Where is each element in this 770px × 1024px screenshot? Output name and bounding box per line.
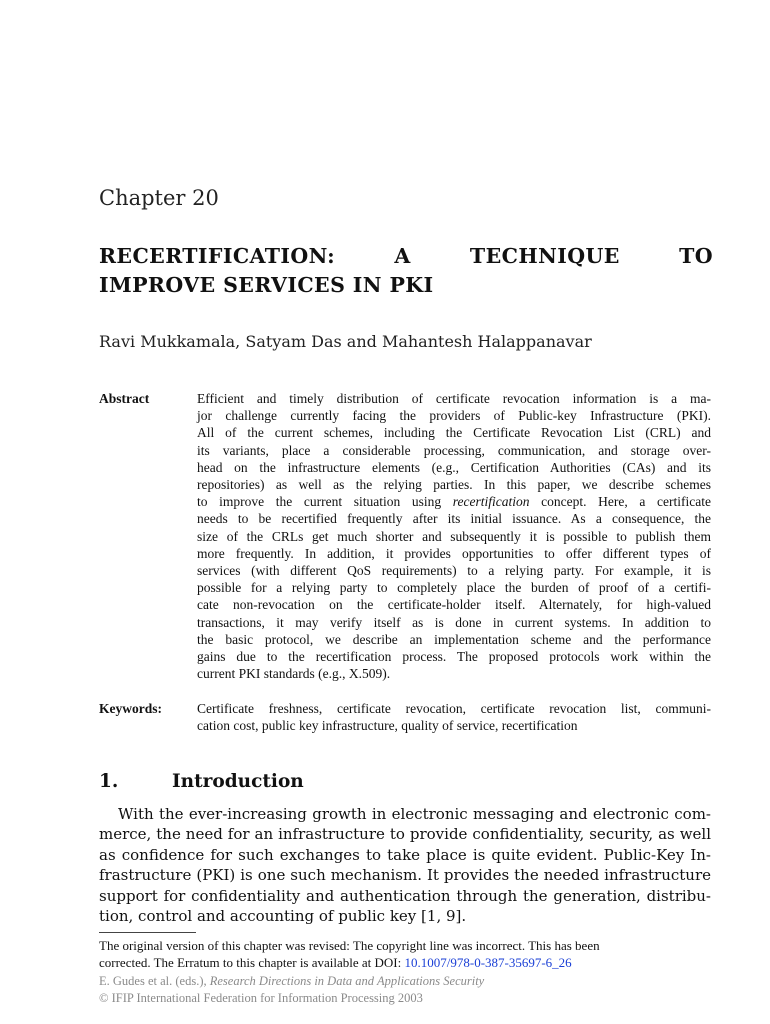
abstract-line: services (with different QoS requirements) to a relying party. For example, it is [197,563,711,579]
abstract-line: All of the current schemes, including the Certificate Revocation List (CRL) and [197,425,711,441]
abstract-line: size of the CRLs get much shorter and subsequently it is possible to publish them [197,528,711,544]
keywords-label: Keywords: [99,701,162,716]
abstract-text-fragment: concept. Here, a certificate [529,494,711,510]
footnote [99,938,699,971]
keywords-line: cation cost, public key infrastructure, quality of service, recertification [197,718,578,734]
source-editors: E. Gudes et al. (eds.), [99,974,210,988]
abstract-text-fragment: to improve the current situation using [197,494,453,510]
footnote-rule [99,932,196,933]
abstract-line: the basic protocol, we describe an implementation scheme and the performance [197,631,711,647]
section-number: 1. [99,771,119,792]
footnote-line: The original version of this chapter was revised: The copyright line was incorrect. This has been [99,938,600,953]
abstract-line: jor challenge currently facing the providers of Public-key Infrastructure (PKI). [197,408,711,424]
introduction-paragraph [99,804,711,926]
abstract-line: current PKI standards (e.g., X.509). [197,666,391,682]
paragraph-line: frastructure (PKI) is one such mechanism. It provides the needed infrastructure [99,866,711,885]
doi-link[interactable]: 10.1007/978-0-387-35697-6_26 [404,954,572,970]
paragraph-line: support for confidentiality and authentication through the generation, distribu- [99,886,711,905]
paper-title [99,242,713,300]
abstract-line: transactions, it may verify itself as is done in current systems. In addition to [197,614,711,630]
footnote-text: corrected. The Erratum to this chapter is available at DOI: [99,954,405,970]
title-line-1: RECERTIFICATION: A TECHNIQUE TO [99,244,713,268]
source-book-title: Research Directions in Data and Applications Security [209,974,485,988]
abstract-line: its variants, place a considerable processing, communication, and storage over- [197,442,711,458]
abstract-line [197,493,711,510]
source-info [99,973,484,1006]
abstract-line: cate non-revocation on the certificate-holder itself. Alternately, for high-valued [197,597,711,613]
keywords-line: Certificate freshness, certificate revocation, certificate revocation list, communi- [197,701,711,716]
paragraph-line: as confidence for such exchanges to take place is quite evident. Public-Key In- [99,845,711,864]
keywords-text [197,700,711,734]
abstract-line: repositories) as well as the relying parties. In this paper, we describe schemes [197,477,711,493]
section-title: Introduction [172,771,304,792]
copyright-line: © IFIP International Federation for Information Processing 2003 [99,990,423,1005]
abstract-line: gains due to the recertification process. The proposed protocols work within the [197,649,711,665]
abstract-line: more frequently. In addition, it provides opportunities to offer different types of [197,545,711,561]
footnote-line [99,955,699,972]
paragraph-line: tion, control and accounting of public key [1, 9]. [99,907,467,926]
abstract-label: Abstract [99,391,150,406]
abstract-line: possible for a relying party to completely place the burden of proof of a certifi- [197,580,711,596]
abstract-line: Efficient and timely distribution of certificate revocation information is a ma- [197,391,711,406]
source-line [99,973,484,990]
chapter-number: Chapter 20 [99,186,219,210]
authors: Ravi Mukkamala, Satyam Das and Mahantesh Halappanavar [99,332,592,351]
abstract-line: needs to be recertified frequently after its initial issuance. As a consequence, the [197,511,711,527]
paragraph-line: With the ever-increasing growth in electronic messaging and electronic com- [118,805,711,823]
paragraph-line: merce, the need for an infrastructure to provide confidentiality, security, as well [99,825,711,844]
title-line-2: IMPROVE SERVICES IN PKI [99,273,434,297]
abstract-emphasis: recertification [452,494,530,510]
abstract-text [197,390,711,682]
abstract-line: head on the infrastructure elements (e.g., Certification Authorities (CAs) and its [197,459,711,475]
